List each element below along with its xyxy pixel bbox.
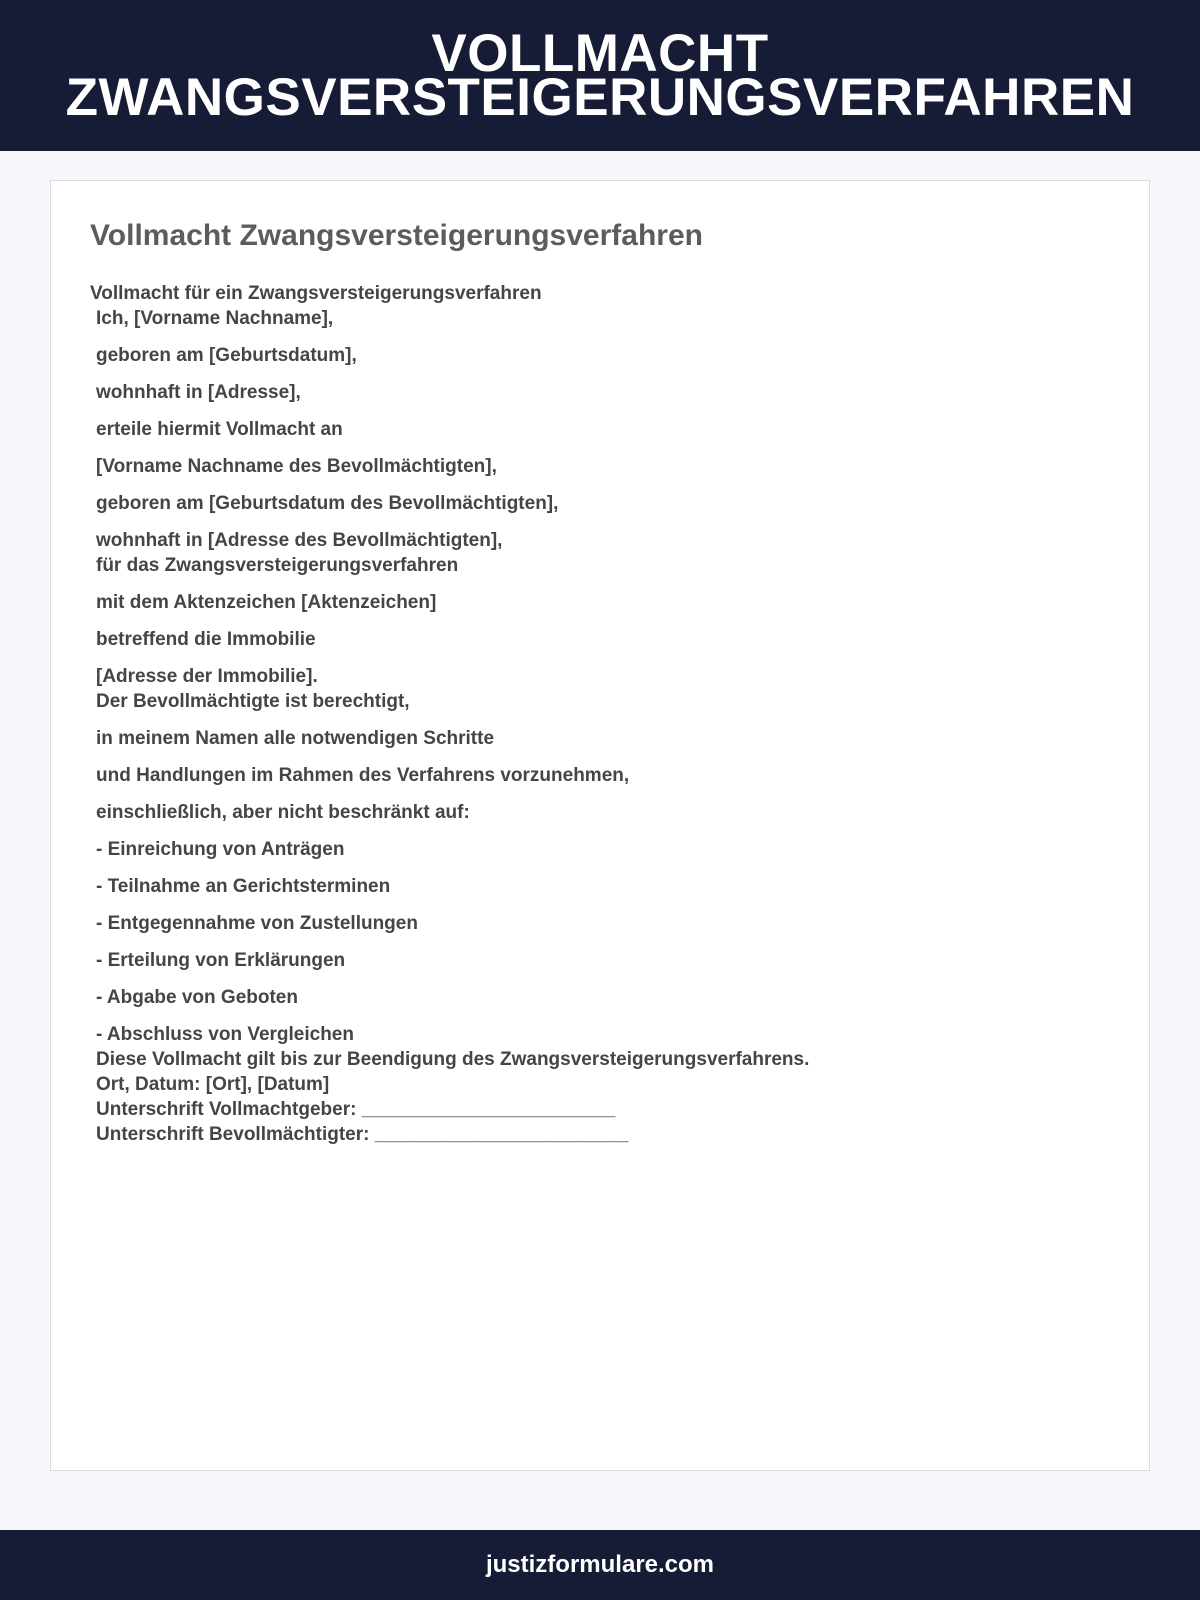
page-footer bbox=[0, 1530, 1200, 1600]
document-line: Ich, [Vorname Nachname], bbox=[96, 308, 334, 329]
page-header bbox=[0, 0, 1200, 151]
page-title-line-1: VOLLMACHT bbox=[431, 23, 769, 83]
document-line: einschließlich, aber nicht beschränkt auf: bbox=[96, 802, 470, 823]
document-line: erteile hiermit Vollmacht an bbox=[96, 419, 343, 440]
document-line: für das Zwangsversteigerungsverfahren bbox=[96, 555, 459, 576]
document-title: Vollmacht Zwangsversteigerungsverfahren bbox=[90, 219, 703, 252]
validity-statement: Diese Vollmacht gilt bis zur Beendigung des Zwangsversteigerungsverfahrens. bbox=[96, 1049, 810, 1070]
document-line: betreffend die Immobilie bbox=[96, 629, 316, 650]
document-line: geboren am [Geburtsdatum des Bevollmächtigten], bbox=[96, 493, 559, 514]
list-item: - Einreichung von Anträgen bbox=[96, 839, 345, 860]
place-date-line: Ort, Datum: [Ort], [Datum] bbox=[96, 1074, 330, 1095]
page-title bbox=[65, 23, 1135, 127]
document-heading: Vollmacht für ein Zwangsversteigerungsverfahren bbox=[90, 283, 542, 304]
document-line: wohnhaft in [Adresse], bbox=[96, 382, 301, 403]
document-line: und Handlungen im Rahmen des Verfahrens vorzunehmen, bbox=[96, 765, 630, 786]
list-item: - Teilnahme an Gerichtsterminen bbox=[96, 876, 391, 897]
document-line: mit dem Aktenzeichen [Aktenzeichen] bbox=[96, 592, 437, 613]
signature-grantor-line: Unterschrift Vollmachtgeber: ________________________ bbox=[96, 1099, 616, 1120]
list-item: - Abgabe von Geboten bbox=[96, 987, 298, 1008]
document-card bbox=[50, 180, 1150, 1471]
document-line: wohnhaft in [Adresse des Bevollmächtigten], bbox=[96, 530, 503, 551]
list-item: - Erteilung von Erklärungen bbox=[96, 950, 346, 971]
list-item: - Entgegennahme von Zustellungen bbox=[96, 913, 418, 934]
document-line: Der Bevollmächtigte ist berechtigt, bbox=[96, 691, 410, 712]
signature-agent-line: Unterschrift Bevollmächtigter: ________________________ bbox=[96, 1124, 629, 1145]
page-title-line-2: ZWANGSVERSTEIGERUNGSVERFAHREN bbox=[65, 67, 1135, 127]
document-line: [Vorname Nachname des Bevollmächtigten], bbox=[96, 456, 497, 477]
list-item: - Abschluss von Vergleichen bbox=[96, 1024, 354, 1045]
footer-site-name: justizformulare.com bbox=[485, 1551, 715, 1578]
document-body bbox=[90, 281, 1110, 1147]
document-line: [Adresse der Immobilie]. bbox=[96, 666, 318, 687]
document-line: in meinem Namen alle notwendigen Schritte bbox=[96, 728, 495, 749]
document-line: geboren am [Geburtsdatum], bbox=[96, 345, 357, 366]
